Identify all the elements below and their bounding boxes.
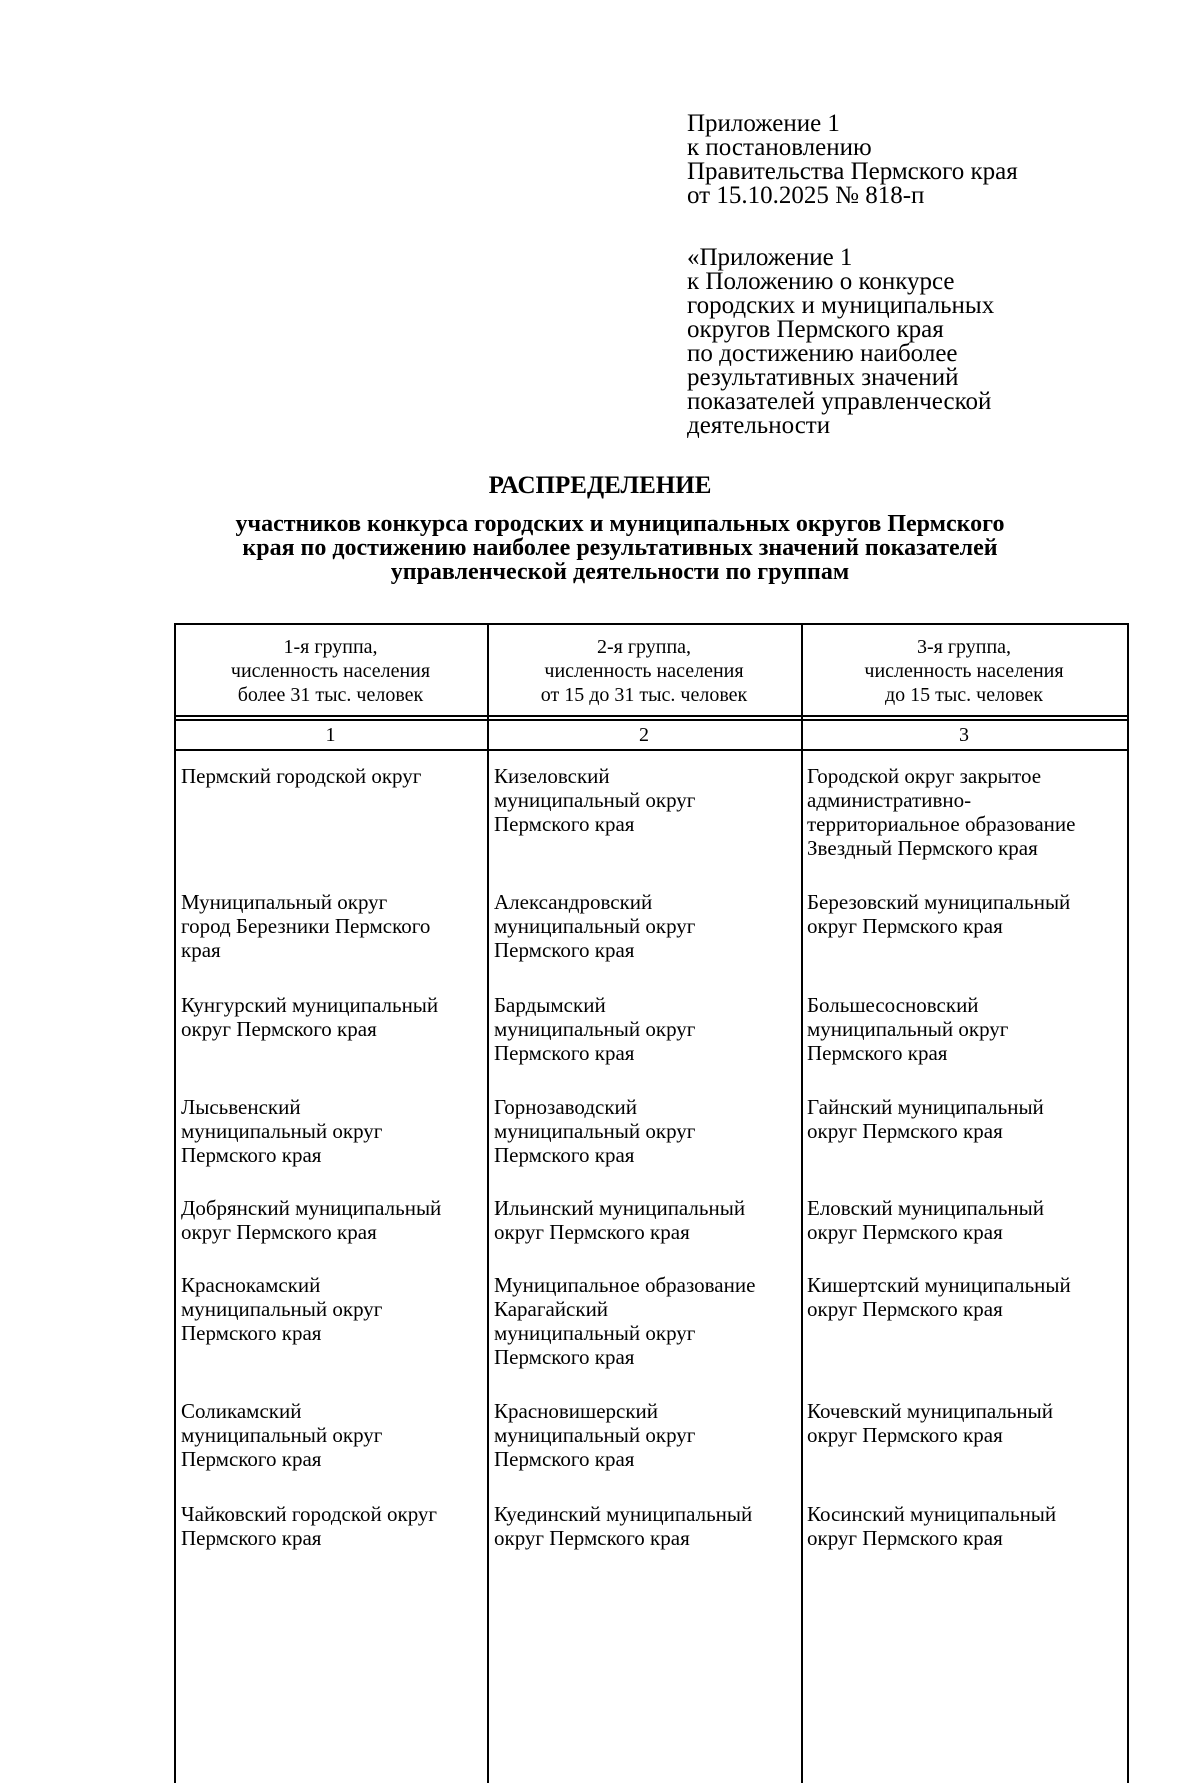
- table-cell: Александровский муниципальный округ Пермского края: [494, 890, 696, 962]
- table-cell: Краснокамский муниципальный округ Пермского края: [181, 1273, 383, 1345]
- header-group-1: [174, 635, 487, 707]
- table-cell: Бардымский муниципальный округ Пермского края: [494, 993, 696, 1065]
- appendix-line: к Положению о конкурсе: [687, 268, 955, 295]
- subtitle-line: края по достижению наиболее результативных значений показателей: [242, 535, 998, 561]
- table-cell: Еловский муниципальный округ Пермского края: [807, 1196, 1044, 1244]
- header-line: численность населения: [864, 660, 1064, 682]
- table-cell: Соликамский муниципальный округ Пермского края: [181, 1399, 383, 1471]
- table-cell: Ильинский муниципальный округ Пермского края: [494, 1196, 746, 1244]
- table-cell: Городской округ закрытое административно- территориальное образование Звездный Пермского края: [807, 764, 1076, 860]
- table-border-left: [174, 623, 176, 1783]
- approval-line: Правительства Пермского края: [687, 158, 1018, 185]
- table-header-rule-1: [174, 715, 1129, 717]
- table-cell: Чайковский городской округ Пермского края: [181, 1502, 438, 1550]
- table-cell: Добрянский муниципальный округ Пермского края: [181, 1196, 442, 1244]
- header-line: численность населения: [230, 660, 431, 682]
- subtitle-line: участников конкурса городских и муниципальных округов Пермского: [235, 511, 1005, 537]
- appendix-line: показателей управленческой: [687, 388, 992, 415]
- approval-line: к постановлению: [687, 134, 872, 161]
- column-number-2: 2: [639, 724, 649, 746]
- table-cell: Кизеловский муниципальный округ Пермского края: [494, 764, 696, 836]
- table-cell: Кунгурский муниципальный округ Пермского края: [181, 993, 439, 1041]
- table-cell: Большесосновский муниципальный округ Пермского края: [807, 993, 1009, 1065]
- header-line: до 15 тыс. человек: [884, 684, 1044, 706]
- column-number-1: 1: [325, 724, 336, 746]
- header-group-3: [801, 635, 1127, 707]
- approval-line: Приложение 1: [687, 110, 840, 137]
- table-cell: Кочевский муниципальный округ Пермского края: [807, 1399, 1053, 1447]
- appendix-line: округов Пермского края: [687, 316, 944, 343]
- table-cell: Красновишерский муниципальный округ Пермского края: [494, 1399, 696, 1471]
- table-cell: Березовский муниципальный округ Пермского края: [807, 890, 1071, 938]
- header-line: 1-я группа,: [283, 636, 378, 658]
- header-group-2: [487, 635, 801, 707]
- table-cell: Кишертский муниципальный округ Пермского края: [807, 1273, 1071, 1321]
- appendix-line: по достижению наиболее: [687, 340, 958, 367]
- column-number-3: 3: [959, 724, 969, 746]
- document-title: РАСПРЕДЕЛЕНИЕ: [488, 472, 712, 499]
- table-cell: Лысьвенский муниципальный округ Пермского края: [181, 1095, 383, 1167]
- table-cell: Гайнский муниципальный округ Пермского края: [807, 1095, 1044, 1143]
- table-cell: Горнозаводский муниципальный округ Пермского края: [494, 1095, 696, 1167]
- appendix-line: результативных значений: [687, 364, 959, 391]
- table-divider-1: [487, 623, 489, 1783]
- approval-line: от 15.10.2025 № 818-п: [687, 182, 925, 209]
- header-line: 3-я группа,: [916, 636, 1012, 658]
- header-line: численность населения: [544, 660, 744, 682]
- table-cell: Куединский муниципальный округ Пермского края: [494, 1502, 753, 1550]
- table-cell: Косинский муниципальный округ Пермского края: [807, 1502, 1057, 1550]
- table-cell: Муниципальный округ город Березники Пермского края: [181, 890, 431, 962]
- header-line: более 31 тыс. человек: [237, 684, 424, 706]
- table-number-rule: [174, 749, 1129, 751]
- appendix-line: деятельности: [687, 412, 831, 439]
- subtitle-line: управленческой деятельности по группам: [390, 559, 850, 585]
- groups-table: [174, 623, 1129, 1783]
- table-border-top: [174, 623, 1129, 625]
- table-header-rule-2: [174, 719, 1129, 721]
- header-line: от 15 до 31 тыс. человек: [540, 684, 748, 706]
- appendix-block: [687, 246, 994, 438]
- table-cell: Пермский городской округ: [181, 764, 422, 788]
- document-subtitle: [160, 512, 1080, 584]
- approval-block: [687, 112, 1018, 208]
- table-divider-2: [801, 623, 803, 1783]
- appendix-line: «Приложение 1: [687, 244, 853, 271]
- appendix-line: городских и муниципальных: [687, 292, 995, 319]
- header-line: 2-я группа,: [596, 636, 692, 658]
- table-cell: Муниципальное образование Карагайский муниципальный округ Пермского края: [494, 1273, 756, 1369]
- table-border-right: [1127, 623, 1129, 1783]
